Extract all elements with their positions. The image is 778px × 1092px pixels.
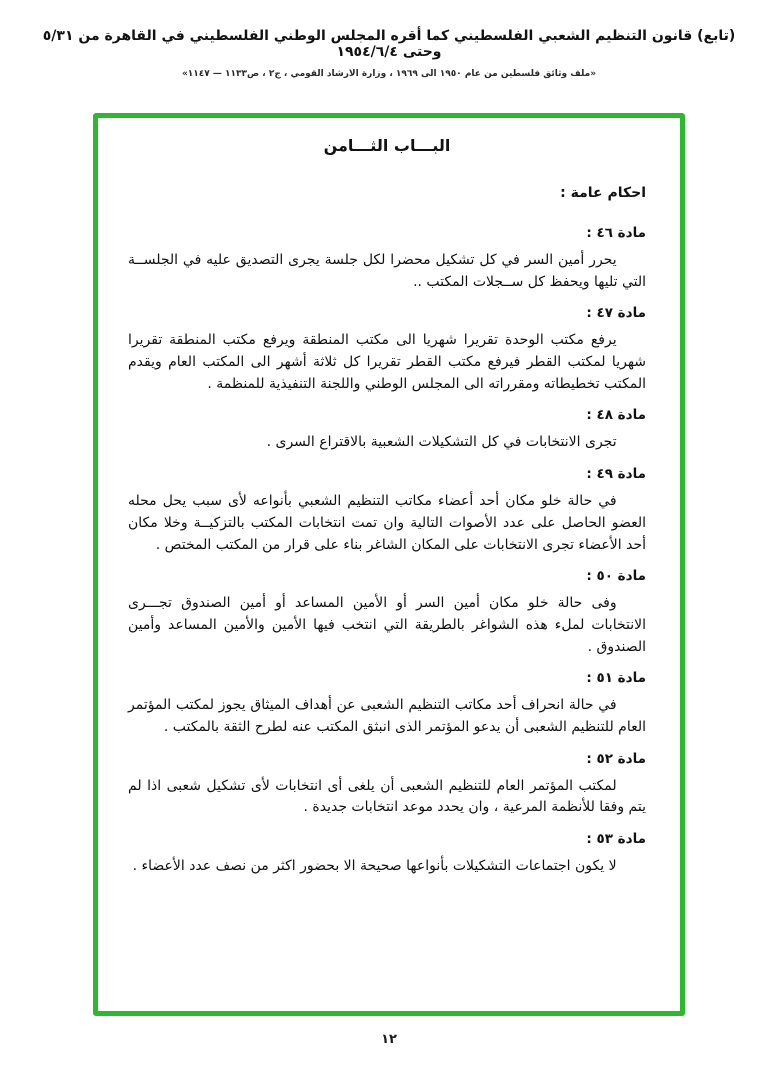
article-53 (128, 831, 646, 878)
article-50 (128, 568, 646, 658)
article-47 (128, 305, 646, 395)
article-52 (128, 751, 646, 819)
article-53-label: مادة ٥٣ : (586, 831, 646, 847)
article-52-text: لمكتب المؤتمر العام للتنظيم الشعبى أن يلغى أى انتخابات لأى تشكيل شعبى اذا لم يتم وفقا للأنظمة المرعية ، وان يحدد موعد انتخابات جديدة . (128, 777, 646, 816)
article-48 (128, 407, 646, 454)
article-49-label: مادة ٤٩ : (586, 466, 646, 483)
article-46-label: مادة ٤٦ : (586, 225, 646, 241)
article-52-label: مادة ٥٢ : (586, 750, 646, 767)
page-number: ١٢ (381, 1032, 397, 1047)
article-51 (128, 670, 646, 738)
article-53-text: لا يكون اجتماعات التشكيلات بأنواعها صحيحة الا بحضور اكثر من نصف عدد الأعضاء . (132, 858, 617, 874)
article-50-label: مادة ٥٠ : (586, 568, 646, 585)
content-frame (93, 113, 685, 1016)
article-46-text: يحرر أمين السر في كل تشكيل محضرا لكل جلسة يجرى التصديق عليه في الجلســة التي تليها ويحفظ كل ســجلات المكتب .. (128, 252, 646, 290)
article-51-text: في حالة انحراف أحد مكاتب التنظيم الشعبى عن أهداف الميثاق يجوز لمكتب المؤتمر العام للتنظيم الشعبى أن يدعو المؤتمر الذى انبثق المكتب عنه لطرح الثقة بالمكتب . (128, 697, 646, 735)
article-47-label: مادة ٤٧ : (586, 305, 646, 322)
chapter-title: البـــاب الثـــامن (323, 136, 451, 155)
article-49 (128, 466, 646, 556)
article-47-text: يرفع مكتب الوحدة تقريرا شهريا الى مكتب المنطقة ويرفع مكتب المنطقة تقريرا شهريا لمكتب القطر فيرفع مكتب القطر تقريرا كل ثلاثة أشهر الى المكتب العام ويقدم المكتب تخطيطاته ومقرراته الى المجلس الوطني واللجنة التنفيذية للمنظمة . (128, 332, 646, 392)
article-48-label: مادة ٤٨ : (586, 407, 646, 424)
document-source-line: «ملف وثائق فلسطين من عام ١٩٥٠ الى ١٩٦٩ ، وزارة الارشاد القومي ، ج٢ ، ص١١٣٣ — ١١٤٧» (181, 69, 597, 79)
section-heading: احكام عامة : (560, 185, 646, 201)
document-title-line: (تابع) قانون التنظيم الشعبي الفلسطيني كما أقره المجلس الوطني الفلسطيني في القاهرة من ٥/٣١ وحتى ١٩٥٤/٦/٤ (42, 28, 736, 60)
article-51-label: مادة ٥١ : (586, 670, 646, 687)
document-header (0, 0, 778, 79)
article-48-text: تجرى الانتخابات في كل التشكيلات الشعبية بالاقتراع السرى . (266, 434, 617, 451)
article-50-text: وفى حالة خلو مكان أمين السر أو الأمين المساعد أو أمين الصندوق تجـــرى الانتخابات لملء هذه الشواغر بالطريقة التي انتخب فيها الأمين والأمين المساعد وأمين الصندوق . (128, 595, 646, 655)
article-46 (128, 225, 646, 293)
article-49-text: في حالة خلو مكان أحد أعضاء مكاتب التنظيم الشعبي بأنواعه لأى سبب يحل محله العضو الحاصل على عدد الأصوات التالية وان تمت انتخابات المكتب بالتزكيــة وخلا مكان أحد الأعضاء تجرى الانتخابات على المكان الشاغر بناء على قرار من المكتب المختص . (128, 493, 646, 553)
